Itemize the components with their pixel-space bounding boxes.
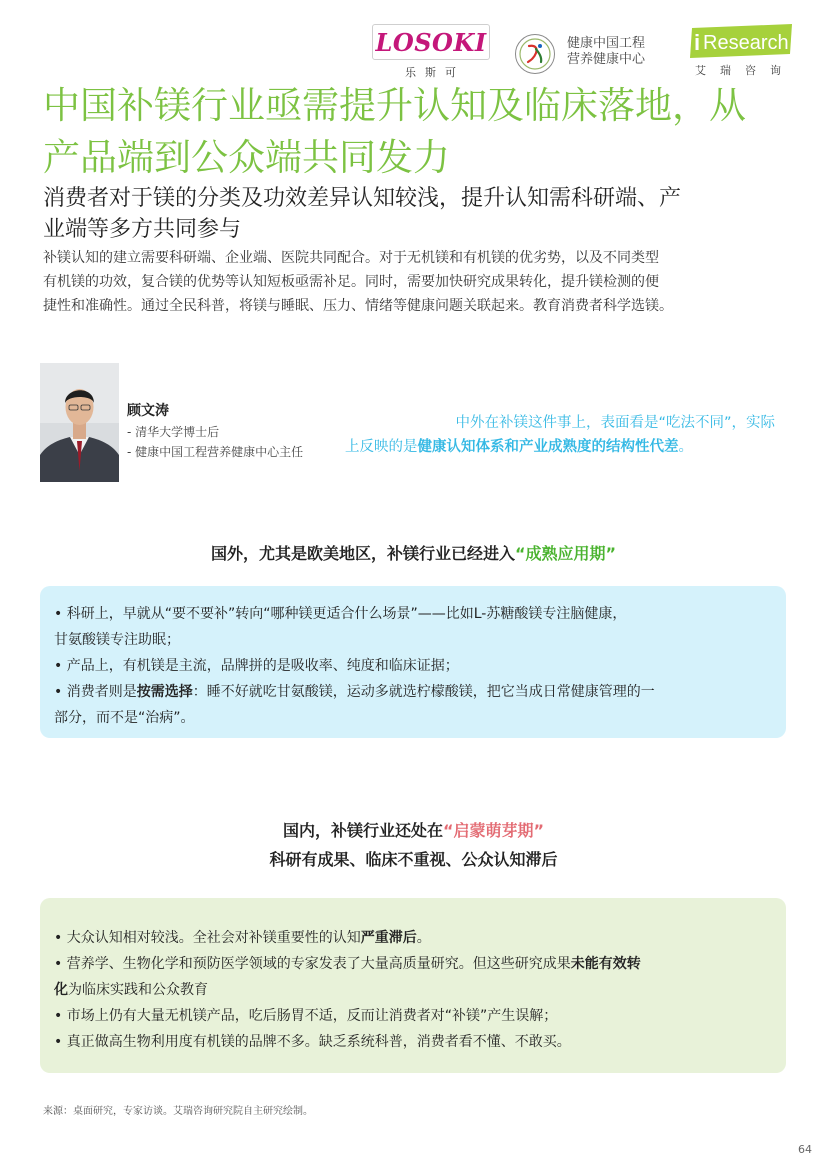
abroad-info-box <box>40 586 786 738</box>
abroad-item-product: • 产品上，有机镁是主流，品牌拼的是吸收率、纯度和临床证据； <box>54 658 459 674</box>
domestic-item-research-line2 <box>54 977 774 1003</box>
abroad-item-research-line2: 甘氨酸镁专注助眠； <box>54 632 180 648</box>
domestic-item-research-a: • 营养学、生物化学和预防医学领域的专家发表了大量高质量研究。但这些研究成果 <box>54 956 571 972</box>
domestic-item-research-bold1: 未能有效转 <box>570 956 641 972</box>
domestic-item-awareness <box>54 925 774 951</box>
domestic-item-market: • 市场上仍有大量无机镁产品，吃后肠胃不适，反而让消费者对“补镁”产生误解； <box>54 1008 558 1024</box>
losoki-logo-box <box>372 24 490 60</box>
iresearch-logo <box>686 22 798 80</box>
expert-name: 顾文涛 <box>127 403 169 419</box>
page-title <box>43 80 803 184</box>
domestic-heading-text: 国内，补镁行业还处在 <box>282 821 443 840</box>
page-subtitle-line1: 消费者对于镁的分类及功效差异认知较浅，提升认知需科研端、产 <box>43 186 682 211</box>
iresearch-logo-word <box>686 24 794 58</box>
expert-portrait <box>40 363 119 482</box>
domestic-info-box <box>40 898 786 1073</box>
abroad-item-consumer-a: • 消费者则是 <box>54 684 137 700</box>
domestic-heading-line1 <box>0 816 827 845</box>
intro-line1: 补镁认知的建立需要科研端、企业端、医院共同配合。对于无机镁和有机镁的优劣势，以及不同类型 <box>43 250 659 266</box>
domestic-heading-highlight: “启蒙萌芽期” <box>442 821 545 840</box>
page-title-line2: 产品端到公众端共同发力 <box>43 136 450 179</box>
domestic-item-awareness-a: • 大众认知相对较浅。全社会对补镁重要性的认知 <box>54 930 361 946</box>
expert-quote-line2 <box>345 435 775 459</box>
domestic-item-awareness-bold: 严重滞后 <box>360 930 417 946</box>
health-center-name-line1: 健康中国工程 <box>567 36 646 51</box>
expert-quote-line2-bold: 健康认知体系和产业成熟度的结构性代差 <box>417 439 679 455</box>
health-center-seal-icon <box>514 33 556 75</box>
abroad-heading-text: 国外，尤其是欧美地区，补镁行业已经进入 <box>210 544 515 563</box>
abroad-heading-highlight: “成熟应用期” <box>514 544 617 563</box>
abroad-item-consumer-b: ：睡不好就吃甘氨酸镁，运动多就选柠檬酸镁，把它当成日常健康管理的一 <box>192 684 655 700</box>
page-subtitle <box>43 183 793 245</box>
abroad-item-research-line1: • 科研上，早就从“要不要补”转向“哪种镁更适合什么场景”——比如L-苏糖酸镁专注脑健康， <box>54 606 627 622</box>
losoki-logo <box>372 24 490 79</box>
abroad-item-consumer-bold: 按需选择 <box>136 684 193 700</box>
domestic-item-research-bold2: 化 <box>54 982 68 998</box>
page-title-line1: 中国补镁行业亟需提升认知及临床落地，从 <box>43 84 746 127</box>
domestic-heading-line2: 科研有成果、临床不重视、公众认知滞后 <box>269 850 558 869</box>
page-number: 64 <box>798 1143 812 1156</box>
expert-quote-line2-end: 。 <box>678 439 693 455</box>
intro-line3: 捷性和准确性。通过全民科普，将镁与睡眠、压力、情绪等健康问题关联起来。教育消费者科学选镁。 <box>43 298 673 314</box>
intro-line2: 有机镁的功效，复合镁的优势等认知短板亟需补足。同时，需要加快研究成果转化，提升镁检测的便 <box>43 274 659 290</box>
health-center-name <box>567 36 645 68</box>
abroad-heading <box>0 541 827 564</box>
expert-quote-line2-plain: 上反映的是 <box>345 439 418 455</box>
health-center-name-line2: 营养健康中心 <box>567 52 646 67</box>
page-subtitle-line2: 业端等多方共同参与 <box>43 217 242 242</box>
domestic-item-brands: • 真正做高生物利用度有机镁的品牌不多。缺乏系统科普，消费者看不懂、不敢买。 <box>54 1034 571 1050</box>
losoki-logo-subtitle: 乐斯可 <box>405 66 465 79</box>
expert-quote-line1: 中外在补镁这件事上，表面看是“吃法不同”，实际 <box>455 415 775 431</box>
losoki-logo-word: LOSOKI <box>375 27 487 57</box>
domestic-item-research-line1 <box>54 951 774 977</box>
iresearch-logo-text: Research <box>703 32 789 54</box>
domestic-heading <box>0 816 827 874</box>
iresearch-logo-i: i <box>694 30 701 55</box>
expert-role-1: - 清华大学博士后 <box>127 425 220 439</box>
abroad-item-consumer-line2: 部分，而不是“治病”。 <box>54 710 195 726</box>
source-note: 来源：桌面研究，专家访谈。艾瑞咨询研究院自主研究绘制。 <box>43 1106 313 1117</box>
domestic-item-research-b: 为临床实践和公众教育 <box>68 982 208 998</box>
expert-role-2: - 健康中国工程营养健康中心主任 <box>127 445 304 459</box>
intro-paragraph <box>43 246 793 318</box>
abroad-item-consumer-line1 <box>54 679 774 705</box>
expert-quote <box>345 411 775 459</box>
iresearch-logo-subtitle: 艾瑞咨询 <box>695 64 795 77</box>
domestic-item-awareness-b: 。 <box>416 930 431 946</box>
